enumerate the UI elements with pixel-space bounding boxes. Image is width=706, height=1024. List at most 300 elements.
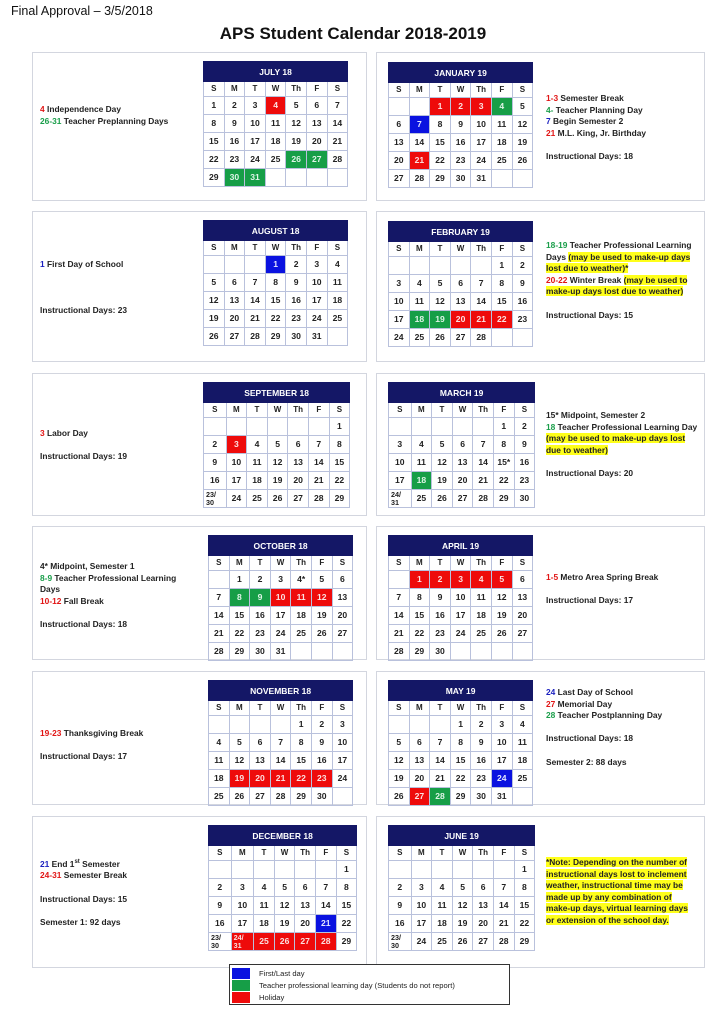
weekday-header: M [224,82,245,97]
note-text: 15* Midpoint, Semester 2 [546,410,646,420]
day-cell: 2 [311,715,332,733]
day-cell: 27 [288,490,309,508]
day-cell: 10 [491,733,512,751]
day-cell: 5 [452,878,473,896]
note-line [546,687,701,699]
day-cell: 22 [493,472,514,490]
day-cell: 29 [450,788,471,806]
week-row [389,588,533,606]
note-text: Teacher Professional Learning Day [555,421,698,432]
week-row [389,311,533,329]
day-cell: 20 [409,770,430,788]
empty-day-cell [306,169,327,187]
day-cell: 22 [409,625,430,643]
empty-day-cell [327,328,348,346]
empty-day-cell [411,417,432,435]
week-row [389,715,533,733]
day-cell: 23 [224,151,245,169]
day-cell: 16 [224,132,245,150]
day-cell: 10 [411,896,432,914]
day-cell: 15 [491,292,512,310]
weekday-header: M [411,846,432,861]
day-cell: 17 [231,915,254,933]
day-cell: 24 [389,329,410,347]
day-cell: 24/ 31 [389,490,412,508]
note-text: Semester Break [558,93,624,103]
month-notes-july18 [40,104,200,127]
week-row [204,328,348,346]
day-cell: 7 [389,588,410,606]
day-cell: 11 [247,453,268,471]
note-line [546,116,696,128]
note-highlight: *Note: Depending on the number of instructional days lost to inclement weather, instructional time may be made up by any combination of make-up days, virtual learning days or extension of the school day. [546,857,688,925]
day-cell: 28 [409,170,430,188]
day-cell: 5 [204,273,225,291]
week-row [209,770,353,788]
day-cell: 21 [430,770,451,788]
day-cell: 9 [209,896,232,914]
day-cell: 6 [288,435,309,453]
note-text: Instructional Days: 18 [40,618,128,629]
week-row [209,606,353,624]
day-cell: 4 [327,255,348,273]
day-cell: 12 [452,896,473,914]
note-date: 21 [40,858,50,869]
day-cell: 27 [452,490,473,508]
day-cell: 7 [209,588,230,606]
day-cell: 9 [204,453,227,471]
weekday-header: S [389,846,412,861]
day-cell: 12 [229,751,250,769]
day-cell: 4 [471,570,492,588]
day-cell: 29 [265,328,286,346]
weekday-header: S [389,701,410,716]
day-cell: 15 [291,751,312,769]
day-cell: 17 [491,751,512,769]
day-cell: 24 [306,310,327,328]
day-cell: 9 [514,435,535,453]
day-cell: 14 [327,114,348,132]
day-cell: 4 [411,435,432,453]
day-cell: 30 [450,170,471,188]
note-text: Winter Break [567,274,624,285]
day-cell: 2 [430,570,451,588]
note-text: Instructional Days: 15 [546,309,634,320]
day-cell: 22 [491,311,512,329]
day-cell: 18 [512,751,533,769]
day-cell: 14 [389,606,410,624]
empty-day-cell [286,169,307,187]
week-row [204,96,348,114]
day-cell: 19 [491,606,512,624]
day-cell: 8 [491,274,512,292]
day-cell: 21 [389,625,410,643]
day-cell: 29 [204,169,225,187]
note-text: Instructional Days: 23 [40,305,128,316]
day-cell: 1 [229,570,250,588]
weekday-header: M [226,403,247,418]
day-cell: 11 [471,588,492,606]
day-cell: 28 [327,151,348,169]
day-cell: 23/ 30 [204,490,227,508]
day-cell: 13 [450,292,471,310]
day-cell: 20 [288,472,309,490]
day-cell: 12 [430,292,451,310]
day-cell: 7 [471,274,492,292]
weekday-header: S [209,556,230,571]
day-cell: 30 [514,490,535,508]
weekday-header: S [329,403,350,418]
note-text: Teacher Professional Learning Days [546,240,692,262]
note-highlight: (may be used to make-up days lost due to weather)* [546,251,691,274]
day-cell: 3 [411,878,432,896]
day-cell: 5 [229,733,250,751]
week-row [204,169,348,187]
day-cell: 25 [247,490,268,508]
day-cell: 17 [450,606,471,624]
week-row [209,896,357,914]
day-cell: 11 [291,588,312,606]
empty-day-cell [493,860,514,878]
weekday-header: W [265,82,286,97]
empty-day-cell [471,643,492,661]
day-cell: 30 [224,169,245,187]
day-cell: 8 [265,273,286,291]
day-cell: 18 [254,915,275,933]
weekday-header: S [327,82,348,97]
weekday-header: S [512,701,533,716]
weekday-header: W [450,242,471,257]
weekday-header: Th [473,403,494,418]
day-cell: 2 [512,256,533,274]
day-cell: 20 [473,915,494,933]
weekday-header: W [270,701,291,716]
day-cell: 25 [409,329,430,347]
week-row [389,453,535,471]
weekday-header: W [450,701,471,716]
week-row [389,915,535,933]
day-cell: 16 [311,751,332,769]
weekday-header: S [389,83,410,98]
day-cell: 16 [471,751,492,769]
day-cell: 13 [409,751,430,769]
day-cell: 22 [229,625,250,643]
weekday-header: T [432,846,453,861]
day-cell: 23/ 30 [389,933,412,951]
day-cell: 10 [471,115,492,133]
day-cell: 16 [286,291,307,309]
month-notes-feb19 [546,240,696,321]
day-cell: 21 [308,472,329,490]
day-cell: 18 [209,770,230,788]
day-cell: 16 [430,606,451,624]
day-cell: 9 [512,274,533,292]
day-cell: 19 [430,311,451,329]
day-cell: 13 [452,453,473,471]
week-row [389,329,533,347]
day-cell: 12 [204,291,225,309]
day-cell: 9 [471,733,492,751]
day-cell: 11 [432,896,453,914]
day-cell: 26 [452,933,473,951]
day-cell: 7 [473,435,494,453]
day-cell: 26 [430,329,451,347]
note-line [40,870,190,882]
week-row [389,770,533,788]
day-cell: 26 [286,151,307,169]
weekday-header: S [389,403,412,418]
week-row [204,435,350,453]
weekday-header: S [204,403,227,418]
month-notes-nov18 [40,728,190,763]
day-cell: 25 [327,310,348,328]
day-cell: 23 [311,770,332,788]
day-cell: 27 [295,933,316,951]
note-date: 8-9 [40,572,53,583]
weekday-header: T [430,242,451,257]
note-text: Metro Area Spring Break [558,572,659,582]
week-row [389,97,533,115]
day-cell: 7 [493,878,514,896]
empty-day-cell [409,715,430,733]
day-cell: 18 [432,915,453,933]
note-text: Semester 2: 88 days [546,756,627,767]
weekday-header: M [229,701,250,716]
empty-day-cell [471,256,492,274]
day-cell: 29 [329,490,350,508]
day-cell: 22 [204,151,225,169]
note-text: Independence Day [44,104,121,114]
day-cell: 27 [250,788,271,806]
weekday-header: F [306,82,327,97]
week-row [204,453,350,471]
day-cell: 3 [450,570,471,588]
day-cell: 19 [389,770,410,788]
note-line [40,751,190,763]
month-notes-oct18 [40,561,190,631]
day-cell: 17 [306,291,327,309]
day-cell: 19 [452,915,473,933]
weekday-header: S [514,846,535,861]
day-cell: 6 [224,273,245,291]
week-row [389,152,533,170]
week-row [204,291,348,309]
empty-day-cell [432,417,453,435]
day-cell: 28 [270,788,291,806]
day-cell: 19 [432,472,453,490]
note-line [40,259,200,271]
day-cell: 3 [226,435,247,453]
day-cell: 28 [430,788,451,806]
note-line [40,619,190,631]
weekday-header: M [411,403,432,418]
note-text: Semester [79,858,120,869]
day-cell: 11 [265,114,286,132]
note-text: M.L. King, Jr. Birthday [555,127,647,138]
day-cell: 15 [450,751,471,769]
empty-day-cell [270,715,291,733]
month-calendar-july18 [203,61,348,187]
weekday-header: T [245,82,266,97]
week-row [204,132,348,150]
weekday-header: W [452,846,473,861]
day-cell: 11 [512,733,533,751]
day-cell: 2 [450,97,471,115]
day-cell: 30 [311,788,332,806]
note-text: Memorial Day [555,698,613,709]
day-cell: 20 [512,606,533,624]
note-text: Fall Break [61,595,104,606]
month-notes-dec18 [40,857,190,928]
day-cell: 28 [315,933,336,951]
day-cell: 24 [332,770,353,788]
note-date: 10-12 [40,595,62,606]
empty-day-cell [452,417,473,435]
weekday-header: T [430,83,451,98]
weekday-header: M [224,241,245,256]
week-row [209,878,357,896]
weekday-header: M [231,846,254,861]
day-cell: 16 [512,292,533,310]
weekday-header: Th [286,82,307,97]
day-cell: 8 [514,878,535,896]
day-cell: 15* [493,453,514,471]
note-line [40,917,190,929]
empty-day-cell [308,417,329,435]
note-highlight: (may be used to make-up days lost due to weather) [546,274,688,297]
note-line [546,468,701,480]
empty-day-cell [450,256,471,274]
day-cell: 20 [295,915,316,933]
note-line [546,240,696,275]
weekday-header: S [327,241,348,256]
day-cell: 21 [270,770,291,788]
weekday-header: Th [286,241,307,256]
day-cell: 2 [471,715,492,733]
weekday-header: Th [295,846,316,861]
day-cell: 30 [471,788,492,806]
month-calendar-may19 [388,680,533,806]
day-cell: 17 [270,606,291,624]
note-date: 1-3 [546,93,559,103]
weekday-header: F [493,846,514,861]
day-cell: 8 [229,588,250,606]
week-row [389,570,533,588]
week-row [209,625,353,643]
month-calendar-feb19 [388,221,533,347]
day-cell: 29 [514,933,535,951]
day-cell: 3 [471,97,492,115]
week-row [389,274,533,292]
note-text: Instructional Days: 17 [40,751,128,762]
day-cell: 25 [411,490,432,508]
day-cell: 29 [493,490,514,508]
weekday-header: S [332,701,353,716]
weekday-header: Th [473,846,494,861]
day-cell: 26 [491,625,512,643]
note-line [40,857,190,870]
weekday-header: T [432,403,453,418]
empty-day-cell [491,170,512,188]
page-title: APS Student Calendar 2018-2019 [219,24,487,43]
empty-day-cell [432,860,453,878]
empty-day-cell [267,417,288,435]
note-line [40,305,200,317]
month-title: APRIL 19 [389,536,533,556]
weekday-header: W [265,241,286,256]
day-cell: 22 [291,770,312,788]
weekday-header: S [204,241,225,256]
day-cell: 5 [491,570,512,588]
note-text: Instructional Days: 17 [546,595,634,606]
weekday-header: W [450,556,471,571]
day-cell: 12 [311,588,332,606]
day-cell: 18 [409,311,430,329]
empty-day-cell [247,417,268,435]
day-cell: 29 [336,933,357,951]
weekday-header: M [409,83,430,98]
weekday-header: F [306,241,327,256]
day-cell: 13 [224,291,245,309]
week-row [204,114,348,132]
day-cell: 8 [430,115,451,133]
day-cell: 18 [491,133,512,151]
note-text: 4* Midpoint, Semester 1 [40,561,135,571]
weekday-header: M [409,242,430,257]
day-cell: 24 [270,625,291,643]
month-title: AUGUST 18 [204,221,348,241]
week-row [209,570,353,588]
note-text: Instructional Days: 20 [546,467,634,478]
day-cell: 23 [286,310,307,328]
note-line [546,757,701,769]
weekday-header: M [409,556,430,571]
day-cell: 16 [209,915,232,933]
empty-day-cell [491,329,512,347]
day-cell: 12 [267,453,288,471]
weekday-header: S [336,846,357,861]
day-cell: 23 [430,625,451,643]
weekday-header: Th [291,701,312,716]
weekday-header: W [450,83,471,98]
day-cell: 28 [389,643,410,661]
empty-day-cell [209,715,230,733]
month-title: JUNE 19 [389,826,535,846]
day-cell: 7 [430,733,451,751]
day-cell: 21 [473,472,494,490]
day-cell: 25 [291,625,312,643]
note-date: 19-23 [40,728,62,738]
note-text: Thanksgiving Break [61,728,144,738]
day-cell: 6 [473,878,494,896]
day-cell: 3 [491,715,512,733]
week-row [389,133,533,151]
legend-label: First/Last day [259,969,305,978]
note-date: 18-19 [546,240,568,250]
note-date: 27 [546,698,556,709]
day-cell: 20 [250,770,271,788]
day-cell: 25 [209,788,230,806]
day-cell: 12 [286,114,307,132]
day-cell: 3 [332,715,353,733]
weekday-header: W [274,846,295,861]
day-cell: 10 [245,114,266,132]
day-cell: 10 [389,453,412,471]
weekday-header: Th [288,403,309,418]
day-cell: 30 [430,643,451,661]
note-line [546,310,696,322]
empty-day-cell [491,643,512,661]
